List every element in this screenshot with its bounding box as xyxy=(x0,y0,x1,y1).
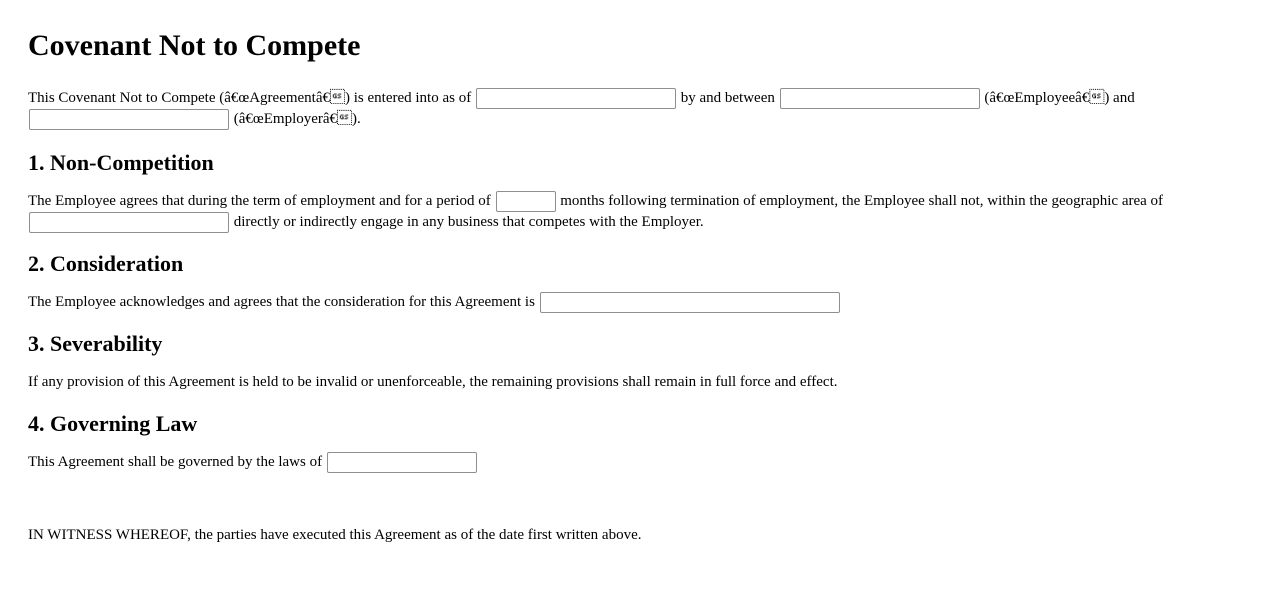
employee-name-input[interactable] xyxy=(780,88,980,109)
consideration-input[interactable] xyxy=(540,292,840,313)
intro-paragraph xyxy=(28,88,1250,130)
section-heading-governing-law: 4. Governing Law xyxy=(28,411,198,437)
employer-name-input[interactable] xyxy=(29,109,229,130)
intro-text-2: by and between xyxy=(680,90,775,106)
consideration-text-1: The Employee acknowledges and agrees that the consideration for this Agreement is xyxy=(28,294,535,311)
non-competition-text-2: months following termination of employment, the Employee shall not, within the geographic area of xyxy=(560,193,1164,210)
section-heading-severability: 3. Severability xyxy=(28,331,163,357)
intro-text-4: (â€œEmployerâ€ ). xyxy=(233,111,361,128)
governing-law-paragraph xyxy=(28,452,1250,473)
consideration-paragraph xyxy=(28,292,1250,313)
agreement-date-input[interactable] xyxy=(476,88,676,109)
spacer xyxy=(28,490,1250,525)
section-heading-consideration: 2. Consideration xyxy=(28,251,184,277)
document-title: Covenant Not to Compete xyxy=(28,29,361,62)
intro-text-3: (â€œEmployeeâ€ ) and xyxy=(984,90,1135,106)
non-competition-text-3: directly or indirectly engage in any business that competes with the Employer. xyxy=(233,214,704,231)
non-competition-text-1: The Employee agrees that during the term of employment and for a period of xyxy=(28,193,491,210)
severability-paragraph: If any provision of this Agreement is held to be invalid or unenforceable, the remaining provisions shall remain in full force and effect. xyxy=(28,374,838,391)
section-heading-non-competition: 1. Non-Competition xyxy=(28,150,214,176)
months-input[interactable] xyxy=(496,191,556,212)
non-competition-paragraph xyxy=(28,191,1250,233)
governing-law-text-1: This Agreement shall be governed by the laws of xyxy=(28,454,323,471)
governing-state-input[interactable] xyxy=(327,452,477,473)
geographic-area-input[interactable] xyxy=(29,212,229,233)
witness-paragraph: IN WITNESS WHEREOF, the parties have executed this Agreement as of the date first written above. xyxy=(28,527,642,544)
intro-text-1: This Covenant Not to Compete (â€œAgreementâ€ ) is entered into as of xyxy=(28,90,472,106)
